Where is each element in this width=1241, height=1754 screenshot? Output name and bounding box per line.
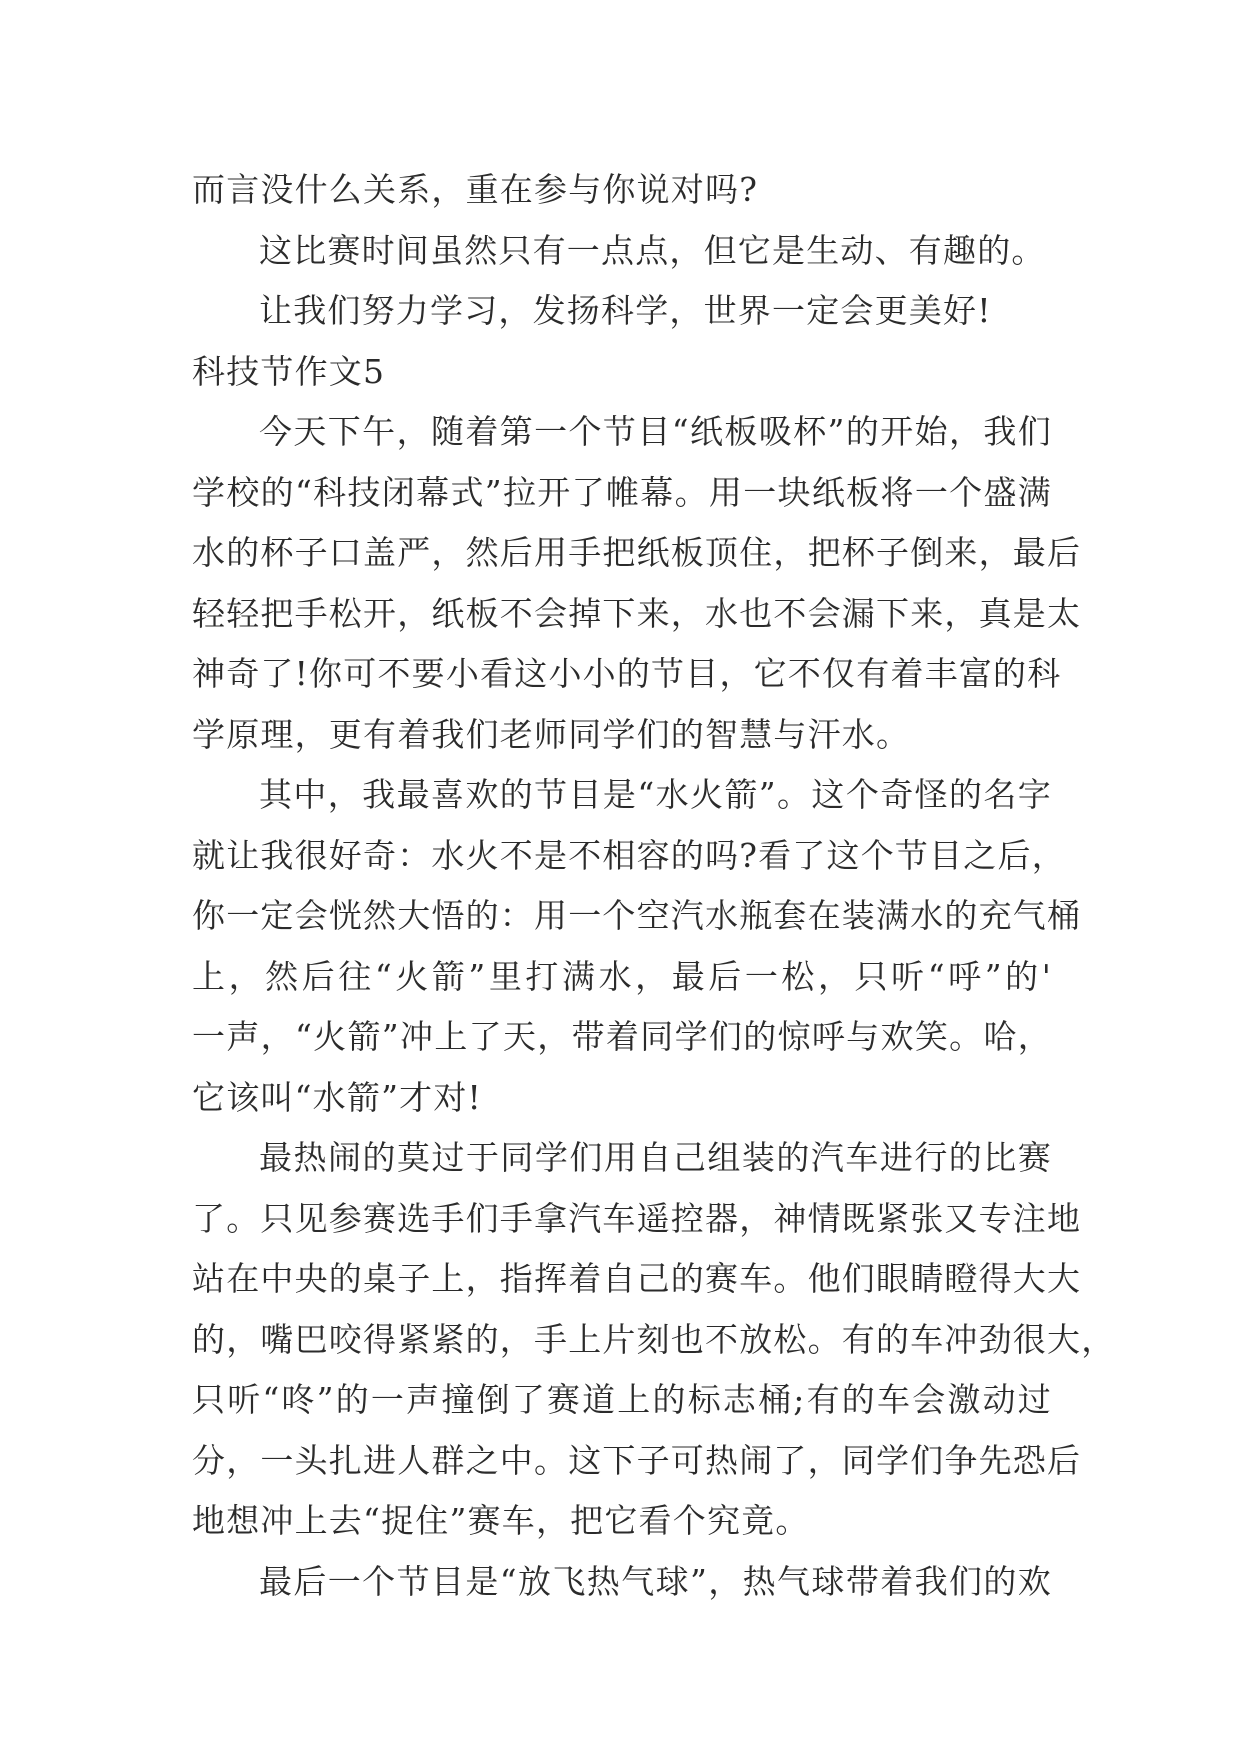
text-line: 学校的“科技闭幕式”拉开了帷幕。用一块纸板将一个盛满 (192, 472, 1052, 512)
text-line: 这比赛时间虽然只有一点点，但它是生动、有趣的。 (259, 230, 1046, 270)
text-line: 其中，我最喜欢的节目是“水火箭”。这个奇怪的名字 (259, 775, 1052, 814)
text-line: 只听“咚”的一声撞倒了赛道上的标志桶;有的车会激动过 (192, 1380, 1052, 1419)
text-line: 分，一头扎进人群之中。这下子可热闹了，同学们争先恐后 (192, 1440, 1082, 1480)
text-line: 今天下午，随着第一个节目“纸板吸杯”的开始，我们 (259, 412, 1052, 451)
document-body (192, 160, 1116, 1612)
text-line: 站在中央的桌子上，指挥着自己的赛车。他们眼睛瞪得大大 (192, 1259, 1082, 1298)
text-line: 神奇了!你可不要小看这小小的节目，它不仅有着丰富的科 (192, 654, 1062, 693)
text-line: 了。只见参赛选手们手拿汽车遥控器，神情既紧张又专注地 (192, 1198, 1082, 1238)
text-line: 它该叫“水箭”才对! (192, 1077, 483, 1117)
text-line: 上，然后往“火箭”里打满水，最后一松，只听“呼”的' (192, 956, 1052, 996)
text-line: 水的杯子口盖严，然后用手把纸板顶住，把杯子倒来，最后 (192, 533, 1082, 572)
text-line: 地想冲上去“捉住”赛车，把它看个究竟。 (192, 1501, 810, 1540)
text-line: 最后一个节目是“放飞热气球”，热气球带着我们的欢 (259, 1561, 1052, 1601)
text-line: 轻轻把手松开，纸板不会掉下来，水也不会漏下来，真是太 (192, 593, 1082, 633)
text-line: 就让我很好奇：水火不是不相容的吗?看了这个节目之后， (192, 835, 1066, 875)
text-line: 的，嘴巴咬得紧紧的，手上片刻也不放松。有的车冲劲很大， (192, 1319, 1116, 1359)
section-heading: 科技节作文5 (192, 351, 386, 391)
text-line: 而言没什么关系，重在参与你说对吗? (192, 170, 759, 209)
text-line: 你一定会恍然大悟的：用一个空汽水瓶套在装满水的充气桶 (192, 896, 1082, 935)
text-line: 最热闹的莫过于同学们用自己组装的汽车进行的比赛 (259, 1138, 1052, 1177)
text-line: 让我们努力学习，发扬科学，世界一定会更美好! (259, 291, 992, 330)
text-line: 学原理，更有着我们老师同学们的智慧与汗水。 (192, 714, 911, 754)
text-line: 一声，“火箭”冲上了天，带着同学们的惊呼与欢笑。哈， (192, 1017, 1052, 1056)
